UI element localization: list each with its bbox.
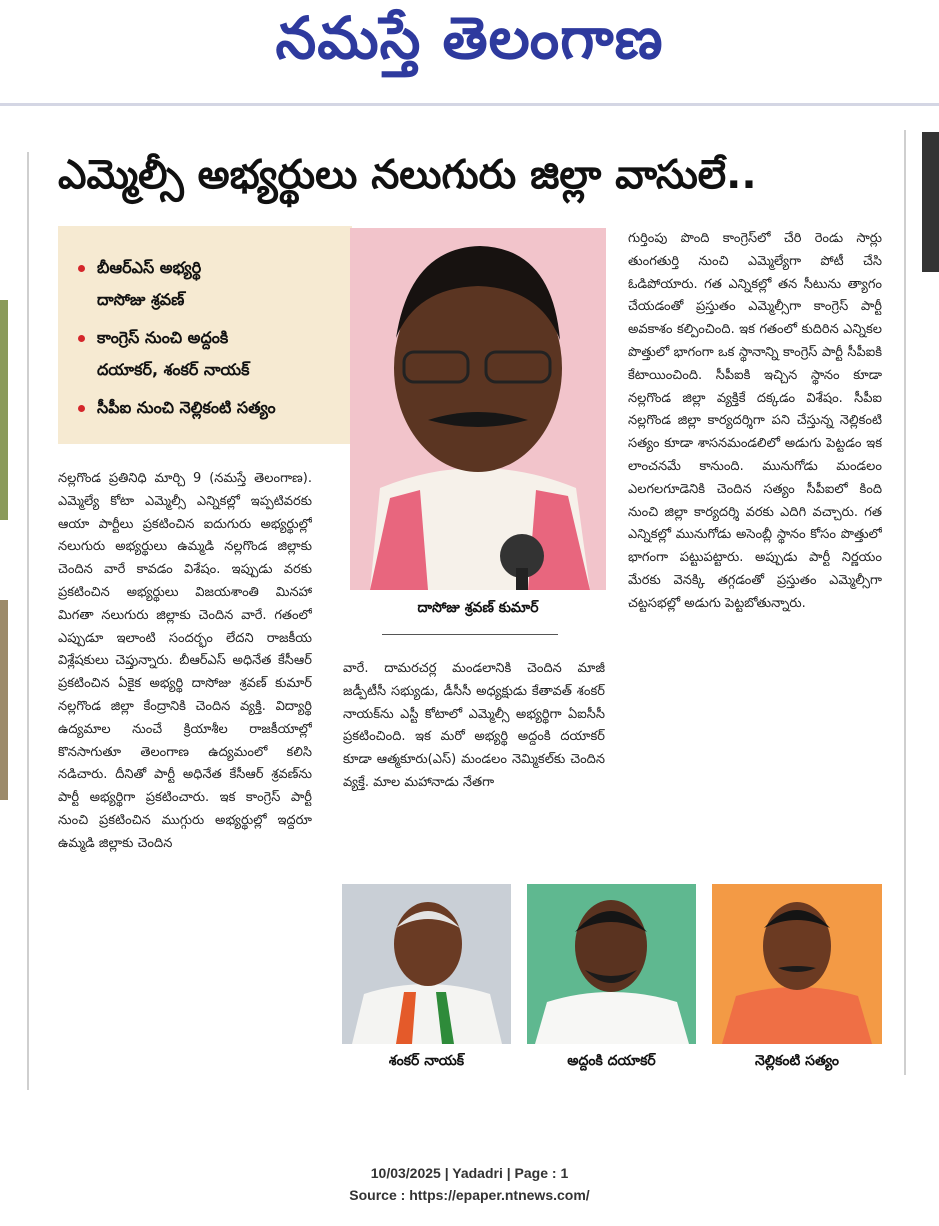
highlight-item: కాంగ్రెస్ నుంచి అద్దంకి (78, 322, 228, 354)
right-column-rule (904, 130, 906, 1075)
photo-shankar-nayak (342, 884, 511, 1044)
highlight-item-cont: దాసోజు శ్రవణ్ (97, 290, 185, 309)
bullet-icon (78, 405, 85, 412)
masthead (0, 0, 939, 100)
masthead-divider (0, 103, 939, 106)
highlight-item: సీపీఐ నుంచి నెల్లికంటి సత్యం (78, 392, 276, 424)
bullet-icon (78, 265, 85, 272)
main-photo-caption: దాసోజు శ్రవణ్ కుమార్ (417, 600, 539, 616)
right-edge-headline (922, 132, 939, 272)
highlight-item: బీఆర్ఎస్ అభ్యర్థి (78, 252, 201, 284)
masthead-title: నమస్తే తెలంగాణ (275, 4, 664, 72)
caption-shankar-nayak: శంకర్ నాయక్ (388, 1053, 465, 1069)
photo-addanki-dayakar (527, 884, 696, 1044)
photo-nellikanti-satyam (712, 884, 882, 1044)
caption-addanki-dayakar: అద్దంకి దయాకర్ (567, 1053, 656, 1069)
article-column-2: వారే. దామరచర్ల మండలానికి చెందిన మాజీ జడ్పీటీసీ సభ్యుడు, డీసీసీ అధ్యక్షుడు కేతావత్ శంకర్ నాయక్‌ను ఎస్టీ కోటాలో ఎమ్మెల్సీ అభ్యర్థిగా ఏఐసీసీ ప్రకటించింది. ఇక మరో అభ్యర్థి అద్దంకి దయాకర్ కూడా ఆత్మకూరు(ఎస్) మండలం నెమ్మికల్‌కు చెందిన వ్యక్తే. మాల మహానాడు నేతగా (343, 661, 605, 790)
footer-source: Source : https://epaper.ntnews.com/ (349, 1187, 590, 1203)
left-edge-photo (0, 300, 8, 520)
footer-date-edition: 10/03/2025 | Yadadri | Page : 1 (370, 1165, 569, 1181)
article-column-1: నల్లగొండ ప్రతినిధి మార్చి 9 (నమస్తే తెలంగాణ). ఎమ్మెల్యే కోటా ఎమ్మెల్సీ ఎన్నికల్లో ఇప్పటివరకు ఆయా పార్టీలు ప్రకటించిన ఐదుగురు అభ్యర్థుల్లో నలుగురు అభ్యర్థులు ఉమ్మడి నల్లగొండ జిల్లాకు చెందిన వారే కావడం విశేషం. ఇప్పుడు వరకు ప్రకటించిన అభ్యర్థులు విజయశాంతి మినహా మిగతా నలుగురు జిల్లాకు చెందిన వారే. గతంలో ఎప్పుడూ ఇలాంటి సందర్భం లేదని రాజకీయ విశ్లేషకులు చెప్తున్నారు. బీఆర్ఎస్ అధినేత కేసీఆర్ ప్రకటించిన ఏకైక అభ్యర్థి దాసోజు శ్రవణ్ కుమార్ నల్లగొండ జిల్లా కేంద్రానికి చెందిన వ్యక్తి. విద్యార్థి ఉద్యమాల నుంచే క్రియాశీల రాజకీయాల్లో కొనసాగుతూ తెలంగాణ ఉద్యమంలో కలిసి నడిచారు. దీనితో పార్టీ అధినేత కేసీఆర్ శ్రవణ్‌ను పార్టీ అభ్యర్థిగా ప్రకటించారు. ఇక కాంగ్రెస్ పార్టీ నుంచి ప్రకటించిన ముగ్గురు అభ్యర్థుల్లో ఇద్దరూ ఉమ్మడి జిల్లాకు చెందిన (58, 471, 312, 851)
left-column-rule (27, 152, 29, 1090)
portrait-illustration (712, 884, 882, 1044)
left-edge-photo-2 (0, 600, 8, 800)
bullet-icon (78, 335, 85, 342)
main-photo-shravan (350, 228, 606, 590)
caption-underline (382, 634, 558, 635)
portrait-illustration (350, 228, 606, 590)
portrait-illustration (342, 884, 511, 1044)
article-headline: ఎమ్మెల్సీ అభ్యర్థులు నలుగురు జిల్లా వాసులే.. (58, 152, 757, 198)
caption-nellikanti-satyam: నెల్లికంటి సత్యం (754, 1053, 840, 1069)
highlights-box (58, 226, 352, 444)
article-column-3: గుర్తింపు పొంది కాంగ్రెస్‌లో చేరి రెండు సార్లు తుంగతుర్తి నుంచి ఎమ్మెల్యేగా పోటీ చేసి ఓడిపోయారు. గత ఎన్నికల్లో తన సీటును త్యాగం చేయడంతో ప్రస్తుతం ఎమ్మెల్సీగా కాంగ్రెస్ పార్టీ అవకాశం కల్పించింది. ఇక గతంలో కుదిరిన ఎన్నికల పొత్తులో భాగంగా ఒక స్థానాన్ని కాంగ్రెస్ పార్టీ సీపీఐకి కేటాయించింది. సీపీఐకి ఇచ్చిన స్థానం కూడా నల్లగొండ జిల్లా వ్యక్తికే దక్కడం విశేషం. సీపీఐ నల్లగొండ జిల్లా కార్యదర్శిగా పని చేస్తున్న నెల్లికంటి సత్యం కూడా శాసనమండలిలో అడుగు పెట్టడం ఇక లాంచనమే కానుంది. మునుగోడు మండలం ఎలగలగూడెనికి చెందిన సత్యం సీపీఐలో కింది నుంచి జిల్లా కార్యదర్శి వరకు ఎదిగి వచ్చారు. గత ఎన్నికల్లో మునుగోడు అసెంబ్లీ స్థానం కోసం పొత్తులో భాగంగా పట్టుపట్టారు. అప్పుడు పార్టీ నిర్ణయం మేరకు వెనక్కి తగ్గడంతో ప్రస్తుతం ఎమ్మెల్సీగా చట్టసభల్లో అడుగు పెట్టబోతున్నారు. (628, 231, 882, 611)
portrait-illustration (527, 884, 696, 1044)
highlight-item-cont: దయాకర్, శంకర్ నాయక్ (97, 360, 250, 379)
